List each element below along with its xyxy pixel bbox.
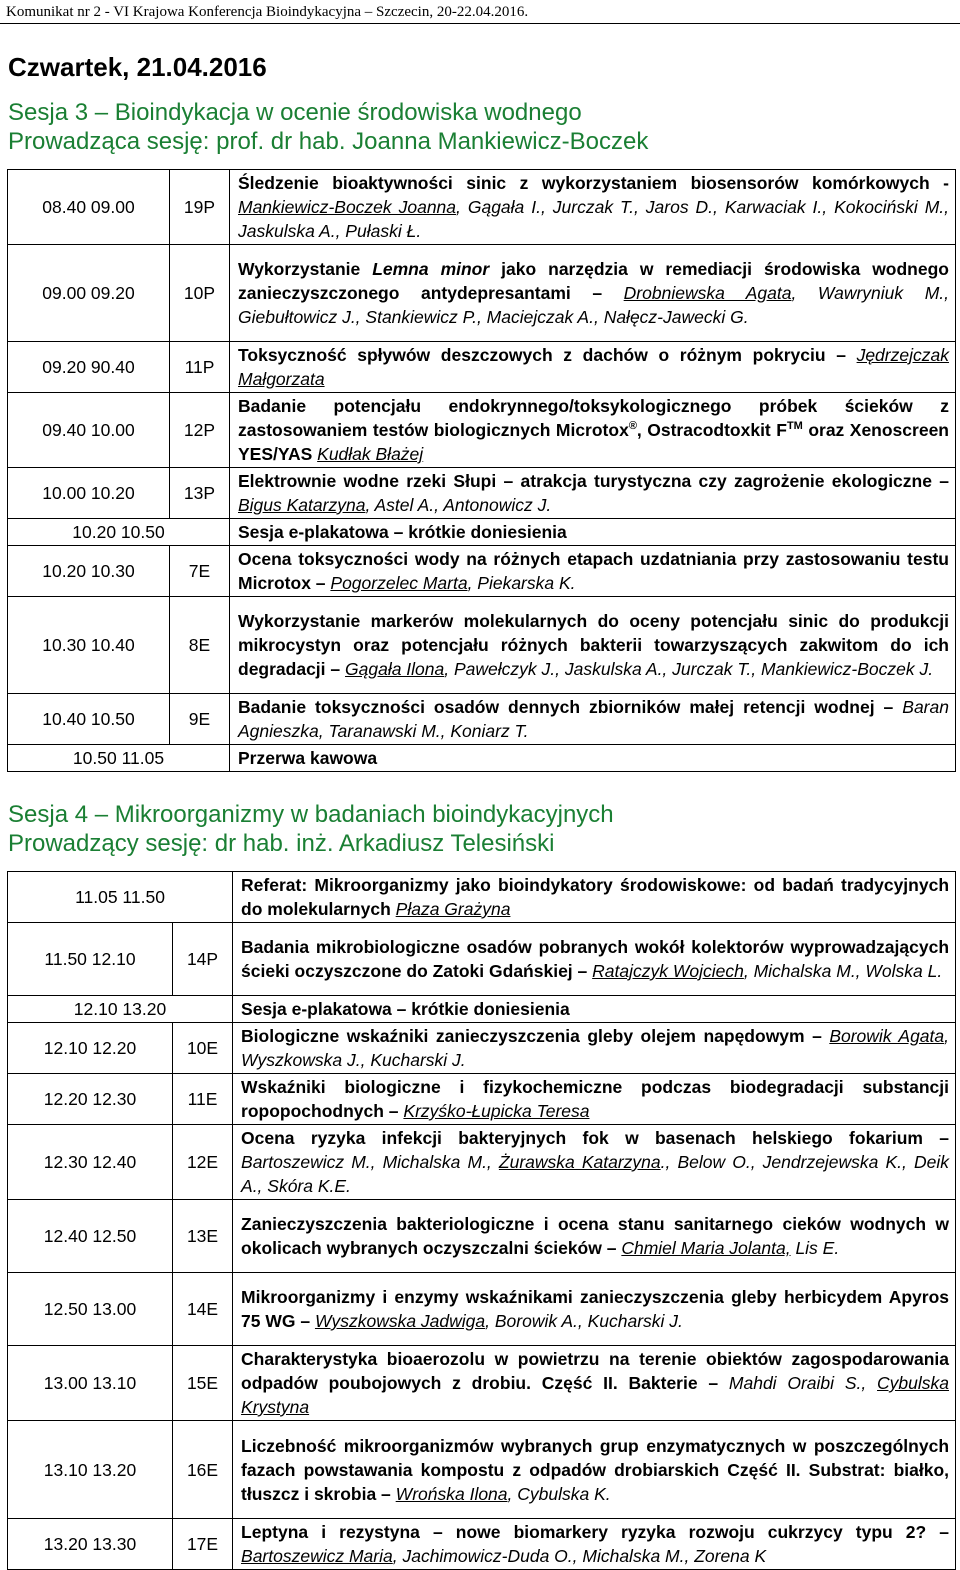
talk-title: Charakterystyka bioaerozolu w powietrzu na terenie obiektów zagospodarowania odpadów poubojowych z drobiu. Część II. Bakterie – <box>241 1349 950 1393</box>
title-part: , Ostracodtoxkit F <box>636 420 787 440</box>
talk-cell <box>233 1346 956 1421</box>
talk-authors <box>396 1484 611 1504</box>
talk-cell <box>230 245 956 342</box>
co-authors: , Cybulska K. <box>507 1483 611 1504</box>
code-cell: 8E <box>170 597 230 694</box>
time-cell: 08.40 09.00 <box>8 170 170 245</box>
talk-authors <box>330 573 575 593</box>
table-row <box>8 1023 956 1074</box>
time-cell: 10.20 10.30 <box>8 546 170 597</box>
talk-title: Leptyna i rezystyna – nowe biomarkery ryzyka rozwoju cukrzycy typu 2? – <box>241 1522 950 1542</box>
talk-cell <box>233 1023 956 1074</box>
co-authors: , Astel A., Antonowicz J. <box>365 495 552 515</box>
presenting-author: Kudłak Błażej <box>317 444 424 464</box>
table-row <box>8 923 956 996</box>
talk-authors <box>238 495 551 515</box>
presenting-author: Krzyśko-Łupicka Teresa <box>403 1101 590 1121</box>
code-cell: 17E <box>173 1519 233 1570</box>
time-cell: 10.50 11.05 <box>8 745 230 772</box>
day-title: Czwartek, 21.04.2016 <box>8 52 267 82</box>
talk-title: Referat: Mikroorganizmy jako bioindykatory środowiskowe: od badań tradycyjnych do molekularnych <box>241 875 950 919</box>
session-label: Przerwa kawowa <box>238 748 378 768</box>
talk-authors <box>592 961 942 981</box>
table-row <box>8 342 956 393</box>
talk-cell <box>230 342 956 393</box>
talk-title: Badanie toksyczności osadów dennych zbiorników małej retencji wodnej – <box>238 697 894 717</box>
presenting-author: Jędrzejczak Małgorzata <box>238 345 949 389</box>
co-authors: , Michalska M., Wolska L. <box>743 961 943 981</box>
talk-cell <box>230 170 956 245</box>
table-row <box>8 996 956 1023</box>
break-label <box>230 519 956 546</box>
talk-authors <box>315 1311 683 1331</box>
talk-title: Wykorzystanie markerów molekularnych do oceny potencjału sinic do produkcji mikrocystyn oraz potencjału różnych bakterii towarzyszących zakwitom do ich degradacji – <box>238 611 949 679</box>
presenting-author: Mankiewicz-Boczek Joanna <box>238 197 457 217</box>
code-cell: 7E <box>170 546 230 597</box>
co-authors: , Wawryniuk M., Giebułtowicz J., Stankiewicz P., Maciejczak A., Nałęcz-Jawecki G. <box>238 283 950 327</box>
table-row <box>8 170 956 245</box>
table-row <box>8 597 956 694</box>
time-cell: 10.00 10.20 <box>8 468 170 519</box>
break-label <box>233 996 956 1023</box>
table-row <box>8 1200 956 1273</box>
time-cell: 13.00 13.10 <box>8 1346 173 1421</box>
talk-title: Liczebność mikroorganizmów wybranych grup enzymatycznych w poszczególnych fazach powstawania kompostu z odpadów drobiarskich Część II. Substrat: białko, tłuszcz i skrobia – <box>241 1435 950 1504</box>
time-cell: 12.20 12.30 <box>8 1074 173 1125</box>
presenting-author: Żurawska Katarzyna <box>498 1152 661 1172</box>
talk-title: Badania mikrobiologiczne osadów pobranych wokół kolektorów wyprowadzających ścieki oczyszczone do Zatoki Gdańskiej – <box>241 937 950 981</box>
title-part: oraz Xenoscreen YES/YAS <box>238 420 949 464</box>
document-header: Komunikat nr 2 - VI Krajowa Konferencja Bioindykacyjna – Szczecin, 20-22.04.2016. <box>0 0 960 24</box>
table-row <box>8 468 956 519</box>
time-cell: 12.30 12.40 <box>8 1125 173 1200</box>
talk-cell <box>233 1125 956 1200</box>
co-authors: , Jachimowicz-Duda O., Michalska M., Zorena K <box>392 1546 767 1566</box>
session3-table <box>7 169 956 772</box>
talk-authors <box>241 1546 766 1566</box>
session3-title: Sesja 3 – Bioindykacja w ocenie środowiska wodnego <box>8 99 582 126</box>
talk-title: Zanieczyszczenia bakteriologiczne i ocena stanu sanitarnego cieków wodnych w okolicach wybranych oczyszczalni ścieków – <box>241 1214 950 1258</box>
presenting-author: Chmiel Maria Jolanta, <box>621 1238 791 1258</box>
code-cell: 10P <box>170 245 230 342</box>
talk-title: Toksyczność spływów deszczowych z dachów o różnym pokryciu – <box>238 345 846 365</box>
time-cell: 12.50 13.00 <box>8 1273 173 1346</box>
presenting-author: Wrońska Ilona <box>395 1483 508 1504</box>
time-cell: 12.10 13.20 <box>8 996 233 1023</box>
talk-cell <box>230 393 956 468</box>
presenting-author: Pogorzelec Marta <box>330 573 468 593</box>
code-cell: 14P <box>173 923 233 996</box>
time-cell: 09.00 09.20 <box>8 245 170 342</box>
presenting-author: Bartoszewicz Maria <box>241 1546 393 1566</box>
talk-authors <box>238 197 949 241</box>
talk-title: Ocena ryzyka infekcji bakteryjnych fok w basenach helskiego fokarium – <box>241 1128 950 1148</box>
co-authors: , Gągała I., Jurczak T., Jaros D., Karwaciak I., Kokociński M., Jaskulska A., Pułaski Ł. <box>238 197 949 241</box>
code-cell: 12E <box>173 1125 233 1200</box>
talk-authors <box>621 1238 839 1258</box>
table-row <box>8 1519 956 1570</box>
session4-table <box>7 871 956 1570</box>
time-cell: 11.05 11.50 <box>8 872 233 923</box>
talk-cell <box>230 597 956 694</box>
talk-title: Wskaźniki biologiczne i fizykochemiczne podczas biodegradacji substancji ropopochodnych – <box>241 1077 950 1121</box>
title-part: Badanie potencjału endokrynnego/toksykologicznego próbek ścieków z zastosowaniem testów biologicznych Microtox <box>238 396 949 440</box>
co-authors: Bartoszewicz M., Michalska M., <box>241 1152 492 1172</box>
table-row <box>8 745 956 772</box>
time-cell: 10.30 10.40 <box>8 597 170 694</box>
time-cell: 11.50 12.10 <box>8 923 173 996</box>
presenting-author: Cybulska Krystyna <box>241 1373 950 1417</box>
code-cell: 11P <box>170 342 230 393</box>
time-cell: 09.20 90.40 <box>8 342 170 393</box>
co-authors: , Pawełczyk J., Jaskulska A., Jurczak T., Mankiewicz-Boczek J. <box>444 659 934 679</box>
title-part: jako narzędzia w remediacji środowiska wodnego zanieczyszczonego antydepresantami – <box>238 259 949 303</box>
table-row <box>8 1125 956 1200</box>
title-species: Lemna minor <box>372 259 490 279</box>
table-row <box>8 1074 956 1125</box>
time-cell: 12.10 12.20 <box>8 1023 173 1074</box>
talk-cell <box>233 1273 956 1346</box>
presenting-author: Wyszkowska Jadwiga <box>314 1311 486 1331</box>
table-row <box>8 245 956 342</box>
time-cell: 13.20 13.30 <box>8 1519 173 1570</box>
talk-authors <box>317 444 423 464</box>
co-authors: , Borowik A., Kucharski J. <box>485 1311 683 1331</box>
talk-authors <box>345 659 933 679</box>
table-row <box>8 519 956 546</box>
talk-cell <box>230 546 956 597</box>
presenting-author: Borowik Agata <box>829 1026 945 1046</box>
table-row <box>8 546 956 597</box>
co-authors: , Wyszkowska J., Kucharski J. <box>241 1026 950 1070</box>
table-row <box>8 1421 956 1519</box>
talk-cell <box>233 872 956 923</box>
talk-title: Mikroorganizmy i enzymy wskaźnikami zanieczyszczenia gleby herbicydem Apyros 75 WG – <box>241 1287 950 1331</box>
session-label: Sesja e-plakatowa – krótkie doniesienia <box>241 999 570 1019</box>
presenting-author: Płaza Grażyna <box>395 899 511 919</box>
code-cell: 10E <box>173 1023 233 1074</box>
co-authors: , Piekarska K. <box>467 573 576 593</box>
code-cell: 13E <box>173 1200 233 1273</box>
talk-title: Biologiczne wskaźniki zanieczyszczenia gleby olejem napędowym – <box>241 1026 822 1046</box>
talk-authors: Baran Agnieszka, Taranawski M., Koniarz T. <box>238 697 949 741</box>
time-cell: 13.10 13.20 <box>8 1421 173 1519</box>
talk-cell <box>230 468 956 519</box>
code-cell: 12P <box>170 393 230 468</box>
talk-authors <box>403 1101 589 1121</box>
session3-chair: Prowadząca sesję: prof. dr hab. Joanna Mankiewicz-Boczek <box>8 128 649 155</box>
time-cell: 10.20 10.50 <box>8 519 230 546</box>
table-row <box>8 694 956 745</box>
code-cell: 9E <box>170 694 230 745</box>
talk-title: Śledzenie bioaktywności sinic z wykorzystaniem biosensorów komórkowych - <box>238 173 949 193</box>
session4-chair: Prowadzący sesję: dr hab. inż. Arkadiusz Telesiński <box>8 830 555 857</box>
break-label <box>230 745 956 772</box>
talk-cell <box>233 1200 956 1273</box>
code-cell: 13P <box>170 468 230 519</box>
code-cell: 11E <box>173 1074 233 1125</box>
table-row <box>8 872 956 923</box>
presenting-author: Gągała Ilona <box>345 659 445 679</box>
trademark-mark: TM <box>786 420 803 433</box>
title-part: Wykorzystanie <box>238 259 361 279</box>
code-cell: 16E <box>173 1421 233 1519</box>
presenting-author: Bigus Katarzyna <box>238 495 366 515</box>
co-authors: Lis E. <box>790 1238 840 1258</box>
talk-title: Ocena toksyczności wody na różnych etapach uzdatniania przy zastosowaniu testu Microtox – <box>238 549 949 593</box>
code-cell: 14E <box>173 1273 233 1346</box>
talk-cell <box>233 1421 956 1519</box>
presenting-author: Ratajczyk Wojciech <box>592 961 744 981</box>
code-cell: 19P <box>170 170 230 245</box>
time-cell: 10.40 10.50 <box>8 694 170 745</box>
table-row <box>8 1273 956 1346</box>
co-authors: Mahdi Oraibi S., <box>728 1373 867 1393</box>
table-row <box>8 393 956 468</box>
talk-authors <box>241 1152 949 1196</box>
time-cell: 12.40 12.50 <box>8 1200 173 1273</box>
talk-cell <box>230 694 956 745</box>
registered-mark: ® <box>628 420 637 433</box>
code-cell: 15E <box>173 1346 233 1421</box>
talk-cell <box>233 1519 956 1570</box>
co-authors: ., Below O., Jendrzejewska K., Deik A., Skóra K.E. <box>241 1152 950 1196</box>
talk-title: Elektrownie wodne rzeki Słupi – atrakcja turystyczna czy zagrożenie ekologiczne – <box>238 471 949 491</box>
talk-cell <box>233 923 956 996</box>
session-label: Sesja e-plakatowa – krótkie doniesienia <box>238 522 567 542</box>
presenting-author: Drobniewska Agata <box>623 283 792 303</box>
table-row <box>8 1346 956 1421</box>
talk-authors <box>396 899 511 919</box>
time-cell: 09.40 10.00 <box>8 393 170 468</box>
session4-title: Sesja 4 – Mikroorganizmy w badaniach bioindykacyjnych <box>8 801 614 828</box>
talk-cell <box>233 1074 956 1125</box>
